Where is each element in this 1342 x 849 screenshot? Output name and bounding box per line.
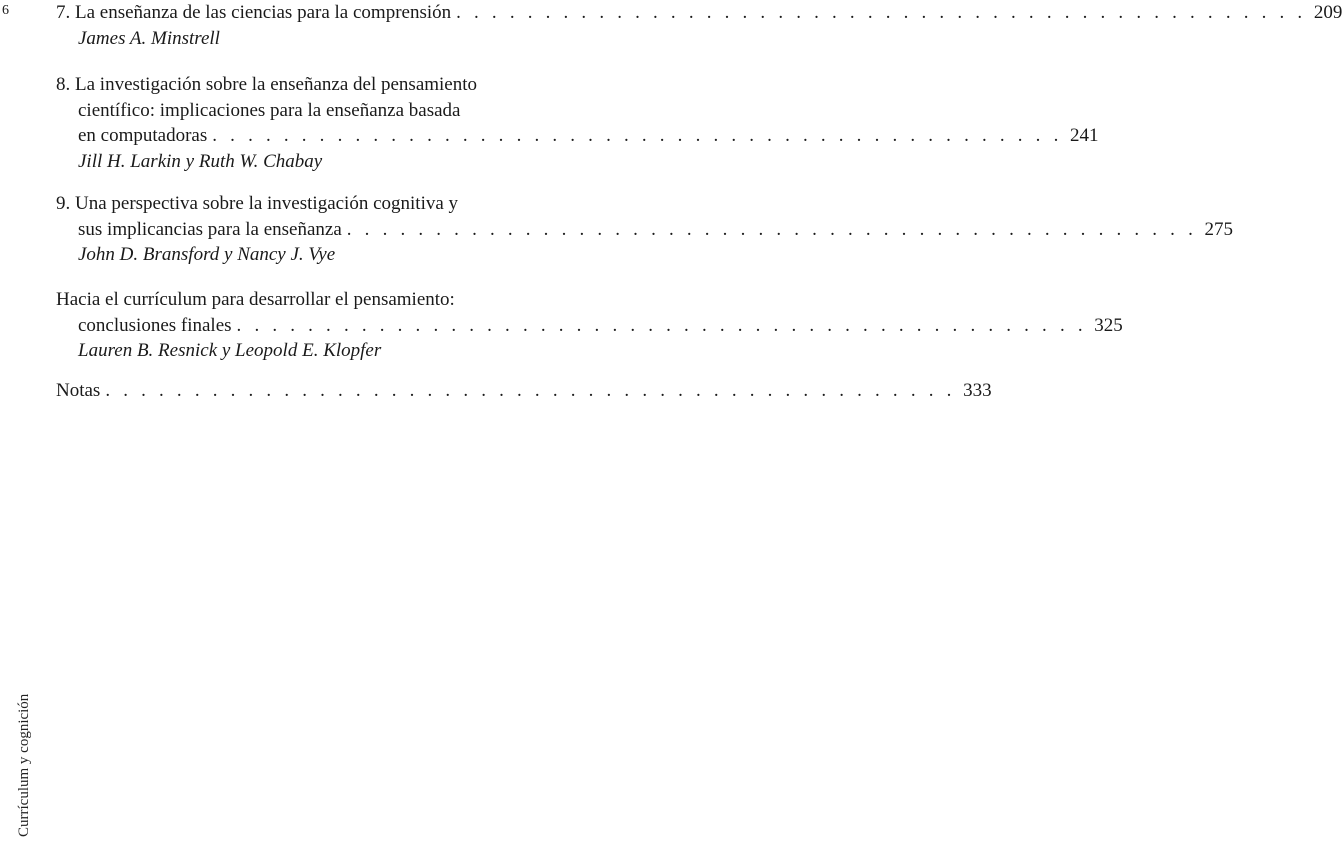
toc-entry-author: James A. Minstrell xyxy=(78,27,220,49)
dot-leader: . . . . . . . . . . . . . . . . . . . . . . . . . . . . . . . . . . . . . . . . . . . . . . . . xyxy=(456,2,1307,23)
toc-page-number: 275 xyxy=(1204,218,1234,240)
toc-page-number: 241 xyxy=(1070,125,1099,146)
toc-entry-title-continued: en computadoras xyxy=(78,125,208,146)
toc-page-number: 209 xyxy=(1313,2,1342,23)
dot-leader: . . . . . . . . . . . . . . . . . . . . . . . . . . . . . . . . . . . . . . . . . . . . . . . . xyxy=(346,218,1198,240)
toc-entry-title-line xyxy=(56,313,1123,339)
toc-entry-title: Notas xyxy=(56,380,101,401)
toc-entry-title-continued: científico: implicaciones para la enseñanza basada xyxy=(78,99,461,121)
toc-entry-author: Jill H. Larkin y Ruth W. Chabay xyxy=(78,150,323,172)
dot-leader: . . . . . . . . . . . . . . . . . . . . . . . . . . . . . . . . . . . . . . . . . . . . . . . . xyxy=(105,380,956,401)
toc-page-number: 325 xyxy=(1094,314,1123,336)
toc-entry-title-continued: conclusiones finales xyxy=(78,314,232,336)
toc-entry-chapter-7 xyxy=(56,0,1342,51)
running-head: Currículum y cognición xyxy=(16,693,32,837)
toc-entry-title-line xyxy=(56,123,1099,149)
toc-entry-title-line xyxy=(56,378,992,404)
toc-entry-title-continued: sus implicancias para la enseñanza xyxy=(78,218,342,240)
toc-entry-title: Hacia el currículum para desarrollar el pensamiento: xyxy=(56,289,455,310)
toc-entry-notes xyxy=(56,378,992,404)
toc-page-number: 333 xyxy=(963,380,992,401)
dot-leader: . . . . . . . . . . . . . . . . . . . . . . . . . . . . . . . . . . . . . . . . . . . . . . . . xyxy=(212,125,1063,146)
toc-entry-author: John D. Bransford y Nancy J. Vye xyxy=(78,244,336,265)
toc-entry-title-line xyxy=(56,217,1234,243)
toc-entry-conclusions xyxy=(56,287,1123,364)
toc-entry-title: 7. La enseñanza de las ciencias para la comprensión xyxy=(56,2,452,23)
toc-entry-title: 8. La investigación sobre la enseñanza del pensamiento xyxy=(56,74,478,95)
toc-entry-author: Lauren B. Resnick y Leopold E. Klopfer xyxy=(78,340,382,361)
toc-entry-chapter-8 xyxy=(56,72,1099,174)
toc-entry-title: 9. Una perspectiva sobre la investigación cognitiva y xyxy=(56,193,459,214)
toc-entry-title-line xyxy=(56,0,1342,26)
dot-leader: . . . . . . . . . . . . . . . . . . . . . . . . . . . . . . . . . . . . . . . . . . . . . . . . xyxy=(236,314,1087,336)
toc-entry-chapter-9 xyxy=(56,191,1234,268)
page-number: 6 xyxy=(2,3,9,18)
